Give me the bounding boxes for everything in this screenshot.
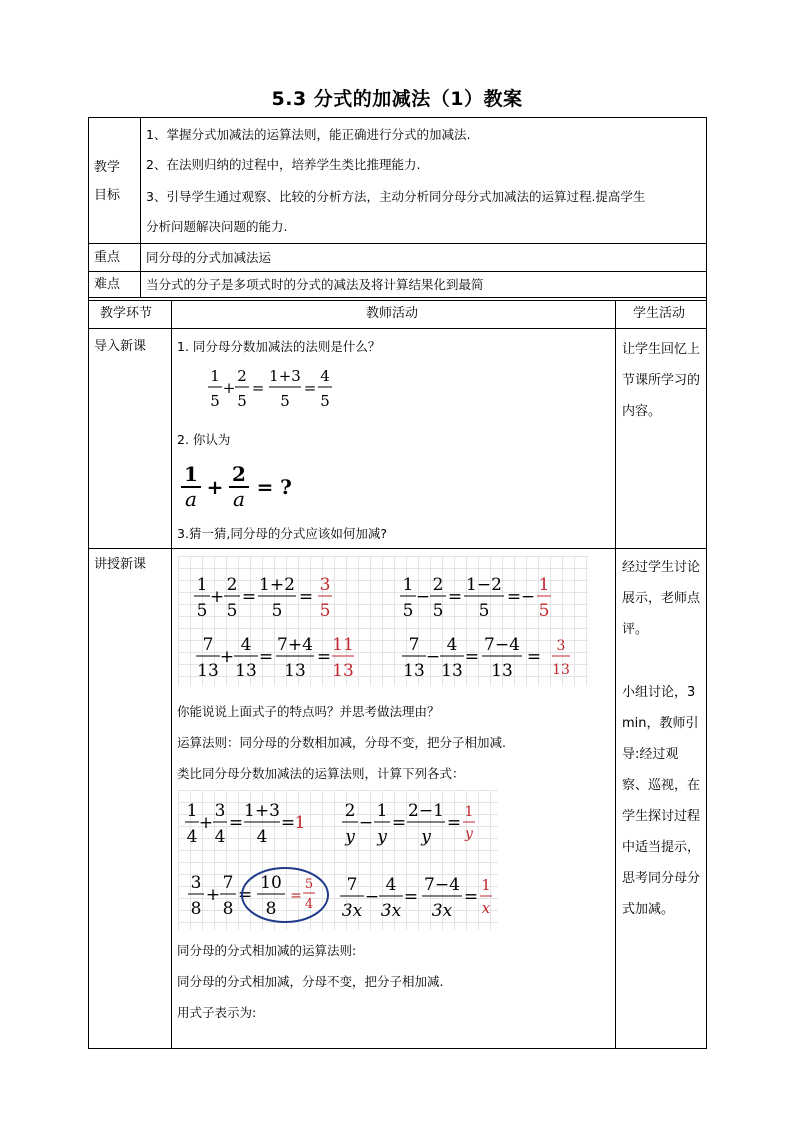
svg-text:4: 4	[446, 635, 458, 655]
key-point-text: 同分母的分式加减法运	[146, 250, 272, 265]
lecture-student-activity-1: 经过学生讨论展示，老师点评。	[622, 560, 701, 637]
svg-text:=: =	[446, 813, 462, 833]
svg-text:5: 5	[402, 601, 414, 621]
svg-text:−: −	[358, 813, 374, 833]
svg-text:1+3: 1+3	[269, 367, 301, 385]
header-stage: 教学环节	[100, 306, 153, 321]
svg-text:1−2: 1−2	[466, 575, 502, 595]
svg-text:y: y	[345, 827, 355, 847]
svg-text:13: 13	[235, 661, 257, 681]
objective-item-3: 3、引导学生通过观察、比较的分析方法，主动分析同分母分式加减法的运算过程.提高学生	[146, 189, 646, 204]
svg-text:1: 1	[184, 462, 198, 486]
svg-text:5: 5	[432, 601, 444, 621]
svg-text:=: =	[526, 647, 542, 667]
svg-text:3x: 3x	[380, 901, 402, 921]
svg-text:7: 7	[408, 635, 420, 655]
objective-item-1: 1、掌握分式加减法的运算法则，能正确进行分式的加减法.	[146, 127, 471, 142]
intro-equation-2	[178, 460, 308, 510]
svg-text:+: +	[222, 379, 236, 397]
svg-text:−: −	[415, 587, 431, 607]
svg-text:=: =	[251, 379, 265, 397]
lecture-paragraph-2: 运算法则：同分母的分数相加减，分母不变，把分子相加减.	[177, 735, 506, 750]
svg-text:8: 8	[222, 899, 234, 919]
objective-item-3-cont: 分析问题解决问题的能力.	[146, 219, 288, 234]
svg-text:7+4: 7+4	[277, 635, 313, 655]
svg-text:3x: 3x	[341, 901, 363, 921]
svg-text:−: −	[364, 887, 380, 907]
svg-text:+: +	[198, 813, 214, 833]
svg-text:1: 1	[538, 575, 550, 595]
svg-text:=: =	[391, 813, 407, 833]
svg-text:5: 5	[271, 601, 283, 621]
difficulty-label: 难点	[94, 277, 121, 292]
svg-text:13: 13	[284, 661, 306, 681]
svg-text:5: 5	[478, 601, 490, 621]
svg-text:1: 1	[186, 801, 198, 821]
svg-text:5: 5	[320, 392, 330, 410]
svg-text:8: 8	[265, 899, 277, 919]
svg-text:13: 13	[197, 661, 219, 681]
svg-text:7−4: 7−4	[484, 635, 520, 655]
svg-text:a: a	[185, 487, 197, 510]
svg-text:1: 1	[196, 575, 208, 595]
svg-text:4: 4	[256, 827, 268, 847]
page-title: 5.3 分式的加减法（1）教案	[271, 88, 523, 110]
svg-text:5: 5	[226, 601, 238, 621]
svg-text:=: =	[228, 813, 244, 833]
svg-text:5: 5	[280, 392, 290, 410]
svg-text:=: =	[256, 475, 274, 499]
svg-text:=: =	[258, 647, 274, 667]
svg-text:=: =	[316, 647, 332, 667]
svg-text:3: 3	[319, 575, 331, 595]
example-bottom-3	[182, 864, 332, 928]
intro-equation-1	[205, 364, 345, 414]
svg-text:1+2: 1+2	[259, 575, 295, 595]
svg-text:?: ?	[280, 475, 292, 499]
example-bottom-2	[338, 796, 488, 850]
svg-text:y: y	[465, 826, 473, 842]
svg-text:4: 4	[385, 875, 397, 895]
svg-text:=: =	[464, 647, 480, 667]
svg-text:5: 5	[304, 877, 314, 892]
svg-text:3: 3	[214, 801, 226, 821]
svg-text:−: −	[520, 587, 536, 607]
svg-text:4: 4	[214, 827, 226, 847]
objectives-label-2: 目标	[94, 188, 121, 203]
objective-item-2: 2、在法则归纳的过程中，培养学生类比推理能力.	[146, 157, 421, 172]
svg-text:10: 10	[260, 873, 282, 893]
svg-text:11: 11	[332, 635, 354, 655]
example-top-3	[190, 630, 365, 684]
svg-text:2: 2	[226, 575, 238, 595]
svg-text:13: 13	[552, 662, 570, 678]
svg-text:y: y	[421, 827, 431, 847]
svg-text:3: 3	[190, 873, 202, 893]
svg-text:5: 5	[538, 601, 550, 621]
svg-text:2: 2	[232, 462, 246, 486]
header-student: 学生活动	[633, 306, 686, 321]
svg-text:7: 7	[202, 635, 214, 655]
intro-question-2: 2. 你认为	[177, 432, 231, 447]
example-bottom-1	[182, 796, 312, 850]
svg-text:1: 1	[402, 575, 414, 595]
svg-text:5: 5	[210, 392, 220, 410]
svg-text:4: 4	[304, 897, 314, 912]
svg-text:1: 1	[481, 876, 491, 894]
svg-text:2: 2	[344, 801, 356, 821]
svg-text:=: =	[298, 587, 314, 607]
svg-text:4: 4	[240, 635, 252, 655]
lecture-paragraph-6: 用式子表示为:	[177, 1005, 257, 1020]
svg-text:13: 13	[332, 661, 354, 681]
lecture-paragraph-1: 你能说说上面式子的特点吗？并思考做法理由？	[177, 704, 440, 719]
difficulty-text: 当分式的分子是多项式时的分式的减法及将计算结果化到最简	[146, 277, 484, 292]
svg-text:5: 5	[196, 601, 208, 621]
svg-text:=: =	[506, 587, 522, 607]
svg-text:−: −	[425, 647, 441, 667]
svg-text:7: 7	[346, 875, 358, 895]
key-point-label: 重点	[94, 250, 121, 265]
example-bottom-4	[336, 868, 496, 928]
svg-text:=: =	[447, 587, 463, 607]
svg-text:y: y	[377, 827, 387, 847]
svg-text:+: +	[209, 587, 225, 607]
intro-student-activity: 让学生回忆上节课所学习的内容。	[622, 342, 701, 419]
svg-text:=: =	[303, 379, 317, 397]
lecture-paragraph-3: 类比同分母分数加减法的运算法则，计算下列各式：	[177, 766, 465, 781]
svg-text:2: 2	[432, 575, 444, 595]
header-teacher: 教师活动	[366, 306, 419, 321]
lecture-student-activity-2: 小组讨论，3min，教师引导:经过观察、巡视，在学生探讨过程中适当提示，思考同分母分式加减。	[622, 685, 701, 917]
svg-text:1: 1	[376, 801, 388, 821]
intro-stage: 导入新课	[94, 339, 147, 354]
svg-text:13: 13	[403, 661, 425, 681]
svg-text:+: +	[219, 647, 235, 667]
svg-text:+: +	[206, 475, 224, 499]
svg-text:=: =	[241, 587, 257, 607]
svg-text:7: 7	[222, 873, 234, 893]
highlight-ellipse	[242, 868, 328, 922]
svg-text:1+3: 1+3	[244, 801, 280, 821]
svg-text:5: 5	[319, 601, 331, 621]
svg-text:a: a	[233, 487, 245, 510]
svg-text:x: x	[481, 899, 491, 917]
svg-text:1: 1	[294, 813, 306, 833]
svg-text:=: =	[403, 887, 419, 907]
objectives-label: 教学	[94, 160, 121, 175]
svg-text:=: =	[237, 885, 253, 905]
svg-text:3x: 3x	[431, 901, 453, 921]
svg-text:8: 8	[190, 899, 202, 919]
lecture-paragraph-4: 同分母的分式相加减的运算法则:	[177, 943, 357, 958]
example-top-1	[190, 570, 340, 624]
svg-text:+: +	[205, 885, 221, 905]
svg-text:7−4: 7−4	[424, 875, 460, 895]
svg-text:13: 13	[491, 661, 513, 681]
example-top-4	[396, 630, 576, 684]
svg-text:=: =	[280, 813, 296, 833]
intro-question-3: 3.猜一猜,同分母的分式应该如何加减?	[177, 526, 388, 541]
intro-question-1: 1. 同分母分数加减法的法则是什么？	[177, 339, 381, 354]
svg-text:4: 4	[320, 367, 330, 385]
svg-text:2−1: 2−1	[408, 801, 444, 821]
svg-text:1: 1	[210, 367, 220, 385]
svg-text:2: 2	[237, 367, 247, 385]
svg-text:13: 13	[441, 661, 463, 681]
svg-text:3: 3	[556, 638, 566, 654]
svg-text:1: 1	[464, 804, 474, 820]
svg-text:5: 5	[237, 392, 247, 410]
svg-text:=: =	[290, 888, 302, 904]
lecture-paragraph-5: 同分母的分式相加减，分母不变，把分子相加减.	[177, 974, 444, 989]
example-top-2	[396, 570, 566, 624]
svg-text:4: 4	[186, 827, 198, 847]
svg-text:=: =	[463, 887, 479, 907]
lecture-stage: 讲授新课	[94, 557, 147, 572]
